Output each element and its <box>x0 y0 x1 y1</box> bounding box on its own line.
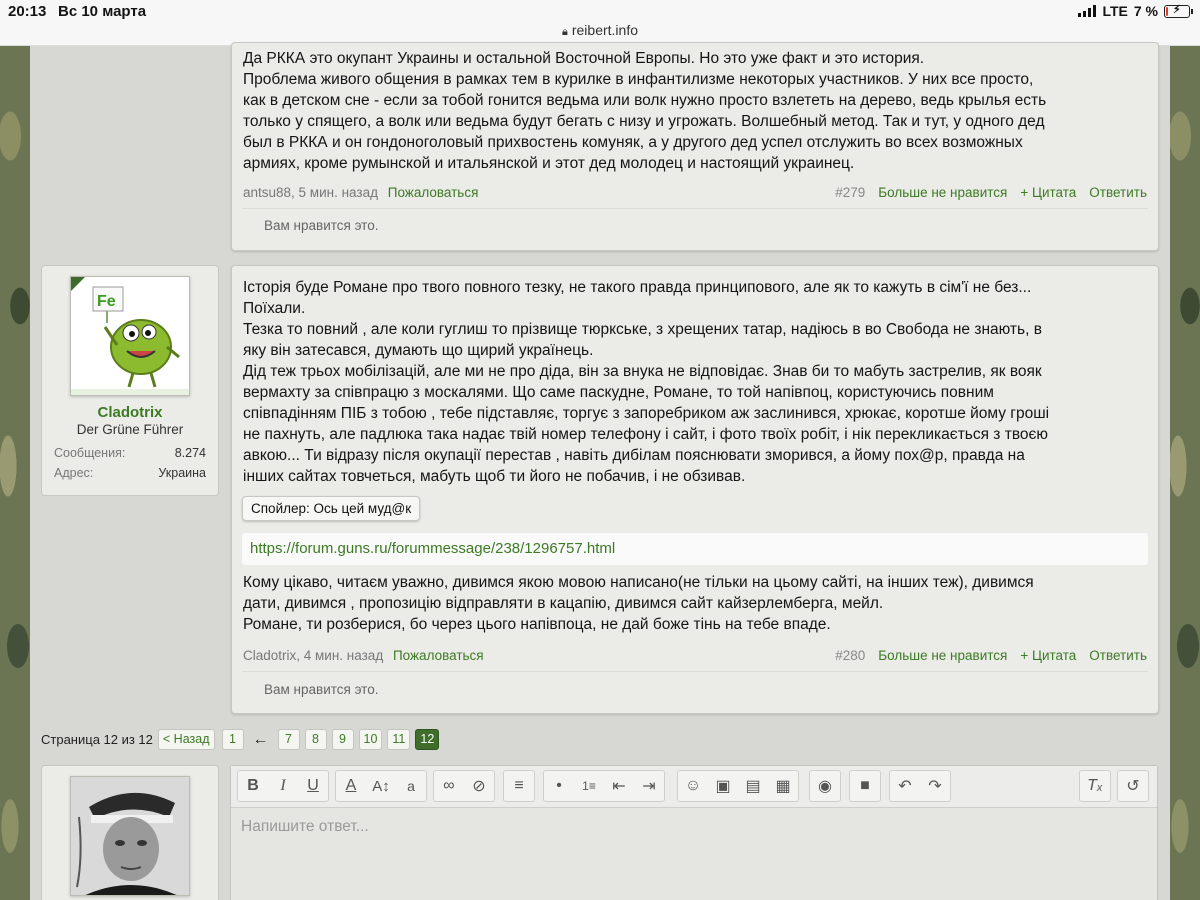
font-family-icon[interactable]: a <box>407 778 415 794</box>
indent-icon[interactable]: ⇥︎ <box>642 778 656 795</box>
message-line: авкою... Ти відразу після окупації перестав , навіть дибілам пояснювати зморився, а йому пох@р, правда на <box>243 447 1025 464</box>
smilie-icon[interactable]: ☺︎ <box>684 777 702 794</box>
post-279-actions <box>835 185 1147 200</box>
message-line: Дід теж трьох мобілізацій, але ми не про діда, він за внука не відповідає. Знав би то мабуть застрелив, як вояк <box>243 363 1042 380</box>
post-279-message <box>243 48 1148 174</box>
pagination-jump-arrow[interactable]: ← <box>252 730 269 748</box>
message-line: Поїхали. <box>243 300 306 317</box>
pagination-label: Страница 12 из 12 <box>41 732 153 747</box>
post-280-message-continued <box>243 572 1148 635</box>
stat-value[interactable]: 8.274 <box>174 446 206 460</box>
post-number-link[interactable]: #279 <box>835 185 866 200</box>
user-stat-address <box>54 466 206 480</box>
toolbar-group-upload <box>809 770 841 802</box>
text-color-icon[interactable]: A <box>345 777 357 794</box>
toolbar-group-text-style <box>237 770 329 802</box>
post-279 <box>231 42 1159 251</box>
align-icon[interactable]: ≡︎ <box>514 777 524 794</box>
toolbar-group-insert <box>677 770 799 802</box>
toolbar-group-source <box>1117 770 1149 802</box>
message-line: не пахнуть, але падлюка така надає твій номер телефону і сайт, і фото твоїх робіт, і нік перекликається з твоєю <box>243 426 1049 443</box>
post-279-meta <box>243 185 478 200</box>
message-line: Проблема живого общения в рамках тем в курилке в инфантилизме некоторых участников. У них все просто, <box>243 71 1034 88</box>
user-stat-messages <box>54 446 206 460</box>
pagination-page[interactable]: 8 <box>305 729 327 750</box>
message-line: інших сайтах товчеться, мабуть щоб ти його не побачив, і не обзивав. <box>243 468 746 485</box>
avatar[interactable] <box>70 276 190 396</box>
message-line: Кому цікаво, читаєм уважно, дивимся якою мовою написано(не тільки на цьому сайті, на інших теж), дивимся <box>243 574 1034 591</box>
likes-divider <box>242 208 1148 209</box>
reply-link[interactable]: Ответить <box>1089 648 1147 663</box>
unlike-link[interactable]: Больше не нравится <box>878 648 1008 663</box>
pagination-page-1[interactable]: 1 <box>222 729 244 750</box>
message-line: как в детском сне - если за тобой гонится ведьма или волк нужно просто взлететь на дерево, ведь крылья есть <box>243 92 1047 109</box>
message-line: Тезка то повний , але коли гуглиш то прізвище тюркське, з хрещених татар, надіюсь в во Свобода не знають, в <box>243 321 1042 338</box>
reply-editor <box>230 765 1158 900</box>
message-line: Романе, ти розберися, бо через цього напівпоца, не дай боже тінь на тебе впаде. <box>243 616 831 633</box>
report-link[interactable]: Пожаловаться <box>392 648 484 663</box>
post-number-link[interactable]: #280 <box>835 648 866 663</box>
post-280 <box>231 265 1159 714</box>
bullet-list-icon[interactable]: • <box>556 777 562 794</box>
status-date: Вс 10 марта <box>58 3 147 20</box>
reply-user-info <box>41 765 219 900</box>
status-bar <box>0 0 1200 46</box>
status-time: 20:13 <box>8 3 47 20</box>
reply-input[interactable]: Напишите ответ... <box>241 818 369 835</box>
pagination-current-page: 12 <box>415 729 439 750</box>
unlink-icon[interactable]: ⊘︎ <box>472 778 486 795</box>
background-camo-right <box>1170 46 1200 900</box>
toolbar-group-font <box>335 770 427 802</box>
toolbar-group-align <box>503 770 535 802</box>
underline-icon[interactable]: U <box>307 777 319 794</box>
message-line: армиях, кроме румынской и итальянской и этот дед молодец и настоящий украинец. <box>243 155 855 172</box>
avatar[interactable] <box>70 776 190 896</box>
pagination-page[interactable]: 10 <box>359 729 383 750</box>
stat-label: Адрес: <box>54 466 94 480</box>
signal-icon <box>1078 5 1096 17</box>
toolbar-group-link <box>433 770 495 802</box>
undo-icon[interactable]: ↶︎ <box>898 778 912 795</box>
numbered-list-icon[interactable]: 1≡︎ <box>582 779 596 793</box>
likes-summary: Вам нравится это. <box>264 682 379 697</box>
avatar-sign-text: Fe <box>97 293 116 310</box>
redo-icon[interactable]: ↷︎ <box>928 778 942 795</box>
pagination-page[interactable]: 11 <box>387 729 410 750</box>
username-link[interactable]: Cladotrix <box>97 404 163 421</box>
post-280-meta <box>243 648 484 663</box>
user-title: Der Grüne Führer <box>76 422 184 437</box>
stat-label: Сообщения: <box>54 446 126 460</box>
user-info-cladotrix <box>41 265 219 496</box>
address-bar[interactable] <box>0 22 1200 39</box>
image-icon[interactable]: ▣︎ <box>715 778 731 795</box>
unlike-link[interactable]: Больше не нравится <box>878 185 1008 200</box>
toolbar-group-clear <box>1079 770 1111 802</box>
lock-icon: 🔒︎ <box>561 26 568 38</box>
spoiler-button[interactable]: Спойлер: Ось цей муд@к <box>242 496 420 521</box>
message-line: вермахту за співпрацю з москалями. Що саме паскудне, Романе, то той напівпоц, користуючись повним <box>243 384 994 401</box>
stat-value: Украина <box>158 466 206 480</box>
battery-icon: ⚡︎ <box>1164 5 1190 18</box>
pagination-page[interactable]: 9 <box>332 729 354 750</box>
battery-percent: 7 % <box>1133 3 1158 19</box>
bold-icon[interactable]: B <box>247 777 259 794</box>
italic-icon[interactable]: I <box>280 777 286 794</box>
avatar-germ-image <box>71 277 190 396</box>
post-280-actions <box>835 648 1147 663</box>
pagination-page[interactable]: 7 <box>278 729 300 750</box>
message-line: Да РККА это окупант Украины и остальной Восточной Европы. Но это уже факт и это история. <box>243 50 925 67</box>
link-icon[interactable]: ∞︎ <box>443 777 455 794</box>
message-line: дати, дивимся , пропозицію відправляти в кацапію, дивимся сайт кайзерлемберга, мейл. <box>243 595 884 612</box>
post-280-author-time[interactable]: Cladotrix, 4 мин. назад <box>243 648 384 663</box>
pagination-prev[interactable]: < Назад <box>158 729 215 750</box>
post-280-message <box>243 277 1148 487</box>
message-line: яку він затесався, думають що щирий українець. <box>243 342 594 359</box>
toolbar-group-lists <box>543 770 665 802</box>
reply-link[interactable]: Ответить <box>1089 185 1147 200</box>
remove-format-icon[interactable]: Tₓ <box>1087 777 1103 794</box>
message-line: только у спящего, а волк или ведьма будут бегать с низу и угрожать. Волшебный метод. Так и тут, у одного дед <box>243 113 1045 130</box>
address-url: reibert.info <box>571 22 638 38</box>
outdent-icon[interactable]: ⇤︎ <box>612 778 626 795</box>
pagination <box>41 729 439 750</box>
save-draft-icon[interactable]: ■︎ <box>860 777 870 794</box>
external-link[interactable]: https://forum.guns.ru/forummessage/238/1296757.html <box>250 540 616 557</box>
message-line: Історія буде Романе про твого повного тезку, не такого правда принципового, але як то кажуть в сім'ї не без... <box>243 279 1032 296</box>
message-line: был в РККА и он гондоноголовый прихвостень комуняк, а у другого дед успел отслужить во всех возможных <box>243 134 1023 151</box>
font-size-icon[interactable]: A↕︎ <box>372 777 390 795</box>
network-type: LTE <box>1102 3 1128 19</box>
avatar-photo-image <box>71 777 190 896</box>
media-icon[interactable]: ▤︎ <box>745 778 761 795</box>
toolbar-group-save <box>849 770 881 802</box>
likes-divider <box>242 671 1148 672</box>
background-camo-left <box>0 46 30 900</box>
quote-link[interactable]: + Цитата <box>1020 648 1077 663</box>
external-link-box <box>242 533 1148 565</box>
camera-icon[interactable]: ◉︎ <box>818 778 832 795</box>
toolbar-group-history <box>889 770 951 802</box>
code-icon[interactable]: ▦︎ <box>775 778 791 795</box>
message-line: співпадінням ПІБ з тобою , тебе підставляє, торгує з запоребриком аж заслинився, хрюкає, коротше йому гроші <box>243 405 1050 422</box>
quote-link[interactable]: + Цитата <box>1020 185 1077 200</box>
forum-page <box>30 46 1170 900</box>
likes-summary: Вам нравится это. <box>264 218 379 233</box>
post-279-author-time[interactable]: antsu88, 5 мин. назад <box>243 185 378 200</box>
toggle-bbcode-icon[interactable]: ↺︎ <box>1126 778 1140 795</box>
editor-toolbar <box>231 766 1157 808</box>
report-link[interactable]: Пожаловаться <box>387 185 479 200</box>
